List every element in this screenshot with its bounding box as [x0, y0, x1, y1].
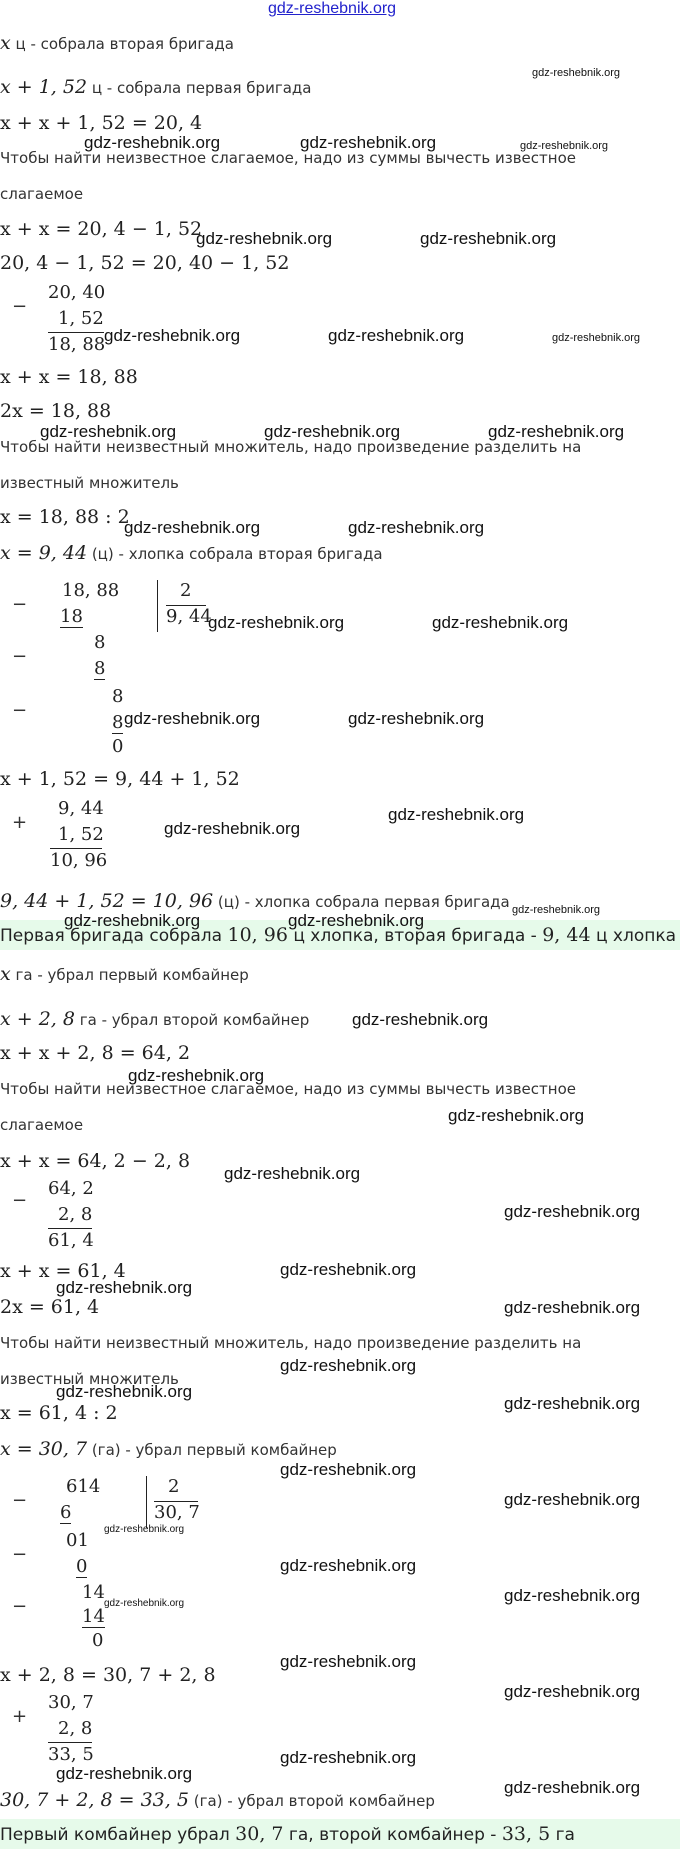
p2-sub-result: 61, 4	[48, 1230, 94, 1251]
p2-rule-mult-line2: известный множитель	[0, 1370, 179, 1388]
p1-div-divisor: 2	[180, 580, 192, 601]
p2-div-bracket	[146, 1476, 147, 1528]
p1-rule-mult-line1: Чтобы найти неизвестный множитель, надо произведение разделить на	[0, 438, 582, 456]
p2-equation-2: x + x = 64, 2 − 2, 8	[0, 1150, 191, 1172]
watermark: gdz-reshebnik.org	[288, 911, 425, 930]
p2-equation-6: x + 2, 8 = 30, 7 + 2, 8	[0, 1664, 216, 1686]
p2-add-term-1: 30, 7	[48, 1692, 94, 1713]
p2-div-minus-2: −	[12, 1544, 28, 1565]
watermark: gdz-reshebnik.org	[280, 1652, 417, 1671]
p1-answer: Первая бригада собрала 10, 96 ц хлопка, вторая бригада - 9, 44 ц хлопка	[0, 924, 677, 946]
watermark: gdz-reshebnik.org	[124, 709, 261, 728]
p2-sub-minuend: 64, 2	[48, 1178, 94, 1199]
p2-sub-rule	[48, 1228, 92, 1229]
watermark: gdz-reshebnik.org	[280, 1748, 417, 1767]
p1-equation-5: 2x = 18, 88	[0, 400, 112, 422]
watermark: gdz-reshebnik.org	[124, 518, 261, 537]
p1-equation-1: x + x + 1, 52 = 20, 4	[0, 112, 203, 134]
watermark: gdz-reshebnik.org	[56, 1278, 193, 1297]
watermark: gdz-reshebnik.org	[504, 1202, 641, 1221]
watermark: gdz-reshebnik.org	[432, 613, 569, 632]
watermark: gdz-reshebnik.org	[552, 332, 641, 344]
watermark: gdz-reshebnik.org	[264, 422, 401, 441]
p2-add-sign: +	[12, 1706, 28, 1727]
p1-equation-6: x = 18, 88 : 2	[0, 506, 130, 528]
p2-div-rem-2: 14	[82, 1582, 105, 1603]
watermark: gdz-reshebnik.org	[164, 819, 301, 838]
watermark: gdz-reshebnik.org	[84, 133, 221, 152]
p1-add-term-1: 9, 44	[58, 798, 104, 819]
p2-div-minus-3: −	[12, 1596, 28, 1617]
p1-div-step-3: 8	[112, 712, 124, 733]
p1-line-2: x + 1, 52 ц - собрала первая бригада	[0, 76, 312, 98]
p1-add-result: 10, 96	[50, 850, 108, 871]
p1-div-rem-final: 0	[112, 736, 124, 757]
watermark: gdz-reshebnik.org	[104, 1598, 185, 1609]
p2-result-first-combiner: x = 30, 7 (га) - убрал первый комбайнер	[0, 1438, 337, 1460]
p2-rule-sum-line1: Чтобы найти неизвестное слагаемое, надо из суммы вычесть известное	[0, 1080, 576, 1098]
p1-result-first-brigade: 9, 44 + 1, 52 = 10, 96 (ц) - хлопка собрала первая бригада	[0, 890, 510, 912]
p1-div-minus-3: −	[12, 700, 28, 721]
p2-equation-3: x + x = 61, 4	[0, 1260, 126, 1282]
p1-div-rem-2: 8	[112, 686, 124, 707]
watermark: gdz-reshebnik.org	[512, 904, 601, 916]
p1-sub-sign: −	[12, 296, 28, 317]
p1-div-step-2: 8	[94, 658, 106, 679]
p1-line-1: x ц - собрала вторая бригада	[0, 32, 234, 54]
p2-div-step-3: 14	[82, 1606, 105, 1627]
p2-rule-sum-line2: слагаемое	[0, 1116, 84, 1134]
p1-equation-4: x + x = 18, 88	[0, 366, 138, 388]
p2-div-quotient: 30, 7	[154, 1502, 200, 1523]
watermark: gdz-reshebnik.org	[348, 709, 485, 728]
watermark: gdz-reshebnik.org	[280, 1356, 417, 1375]
watermark: gdz-reshebnik.org	[208, 613, 345, 632]
p1-div-minus-1: −	[12, 594, 28, 615]
watermark: gdz-reshebnik.org	[388, 805, 525, 824]
watermark: gdz-reshebnik.org	[448, 1106, 585, 1125]
p1-div-minus-2: −	[12, 646, 28, 667]
p1-sub-minuend: 20, 40	[48, 282, 106, 303]
p2-rule-mult-line1: Чтобы найти неизвестный множитель, надо произведение разделить на	[0, 1334, 582, 1352]
p1-sub-rule	[48, 332, 104, 333]
p2-equation-5: x = 61, 4 : 2	[0, 1402, 118, 1424]
p1-div-bracket	[157, 580, 158, 632]
p2-add-result: 33, 5	[48, 1744, 94, 1765]
p1-equation-7: x + 1, 52 = 9, 44 + 1, 52	[0, 768, 240, 790]
watermark: gdz-reshebnik.org	[56, 1764, 193, 1783]
p2-add-rule	[48, 1742, 92, 1743]
watermark: gdz-reshebnik.org	[280, 1556, 417, 1575]
watermark: gdz-reshebnik.org	[488, 422, 625, 441]
watermark: gdz-reshebnik.org	[64, 911, 201, 930]
p2-equation-1: x + x + 2, 8 = 64, 2	[0, 1042, 191, 1064]
p2-div-divisor: 2	[168, 1476, 180, 1497]
watermark: gdz-reshebnik.org	[104, 1524, 185, 1535]
p2-sub-subtrahend: 2, 8	[58, 1204, 93, 1225]
p1-div-step-1: 18	[60, 606, 83, 627]
watermark: gdz-reshebnik.org	[128, 1066, 265, 1085]
p2-line-1: x га - убрал первый комбайнер	[0, 963, 249, 985]
p2-sub-sign: −	[12, 1190, 28, 1211]
watermark: gdz-reshebnik.org	[348, 518, 485, 537]
watermark: gdz-reshebnik.org	[504, 1490, 641, 1509]
watermark: gdz-reshebnik.org	[328, 326, 465, 345]
p1-sub-subtrahend: 1, 52	[58, 308, 104, 329]
watermark: gdz-reshebnik.org	[280, 1260, 417, 1279]
watermark: gdz-reshebnik.org	[532, 67, 621, 79]
p1-add-sign: +	[12, 812, 28, 833]
p1-rule-mult-line2: известный множитель	[0, 474, 179, 492]
p1-rule-sum-line2: слагаемое	[0, 185, 84, 203]
watermark: gdz-reshebnik.org	[520, 140, 609, 152]
watermark: gdz-reshebnik.org	[352, 1010, 489, 1029]
p1-result-second-brigade: x = 9, 44 (ц) - хлопка собрала вторая бригада	[0, 542, 383, 564]
watermark: gdz-reshebnik.org	[280, 1460, 417, 1479]
p1-div-quotient: 9, 44	[166, 606, 212, 627]
watermark: gdz-reshebnik.org	[504, 1586, 641, 1605]
watermark: gdz-reshebnik.org	[56, 1382, 193, 1401]
watermark: gdz-reshebnik.org	[420, 229, 557, 248]
p2-equation-4: 2x = 61, 4	[0, 1296, 100, 1318]
p1-equation-3: 20, 4 − 1, 52 = 20, 40 − 1, 52	[0, 252, 290, 274]
watermark: gdz-reshebnik.org	[224, 1164, 361, 1183]
p1-add-term-2: 1, 52	[58, 824, 104, 845]
watermark: gdz-reshebnik.org	[504, 1298, 641, 1317]
watermark: gdz-reshebnik.org	[504, 1394, 641, 1413]
p1-equation-2: x + x = 20, 4 − 1, 52	[0, 218, 203, 240]
p1-add-rule	[50, 848, 102, 849]
watermark: gdz-reshebnik.org	[196, 229, 333, 248]
watermark: gdz-reshebnik.org	[40, 422, 177, 441]
watermark: gdz-reshebnik.org	[504, 1682, 641, 1701]
p1-rule-sum-line1: Чтобы найти неизвестное слагаемое, надо из суммы вычесть известное	[0, 149, 576, 167]
p2-result-second-combiner: 30, 7 + 2, 8 = 33, 5 (га) - убрал второй комбайнер	[0, 1789, 435, 1811]
p2-div-rem-final: 0	[92, 1630, 104, 1651]
p2-add-term-2: 2, 8	[58, 1718, 93, 1739]
watermark: gdz-reshebnik.org	[104, 326, 241, 345]
watermark: gdz-reshebnik.org	[504, 1778, 641, 1797]
p2-div-minus-1: −	[12, 1490, 28, 1511]
p1-sub-result: 18, 88	[48, 334, 106, 355]
p2-answer: Первый комбайнер убрал 30, 7 га, второй комбайнер - 33, 5 га	[0, 1823, 575, 1845]
p2-div-step-1: 6	[60, 1502, 72, 1523]
p2-div-dividend: 614	[66, 1476, 101, 1497]
watermark: gdz-reshebnik.org	[300, 133, 437, 152]
p1-div-rem-1: 8	[94, 632, 106, 653]
p1-div-dividend: 18, 88	[62, 580, 120, 601]
p2-line-2: x + 2, 8 га - убрал второй комбайнер	[0, 1008, 310, 1030]
p2-div-rem-1: 01	[66, 1530, 89, 1551]
p2-div-step-2: 0	[76, 1556, 88, 1577]
watermark-top-link[interactable]: gdz-reshebnik.org	[268, 0, 397, 17]
